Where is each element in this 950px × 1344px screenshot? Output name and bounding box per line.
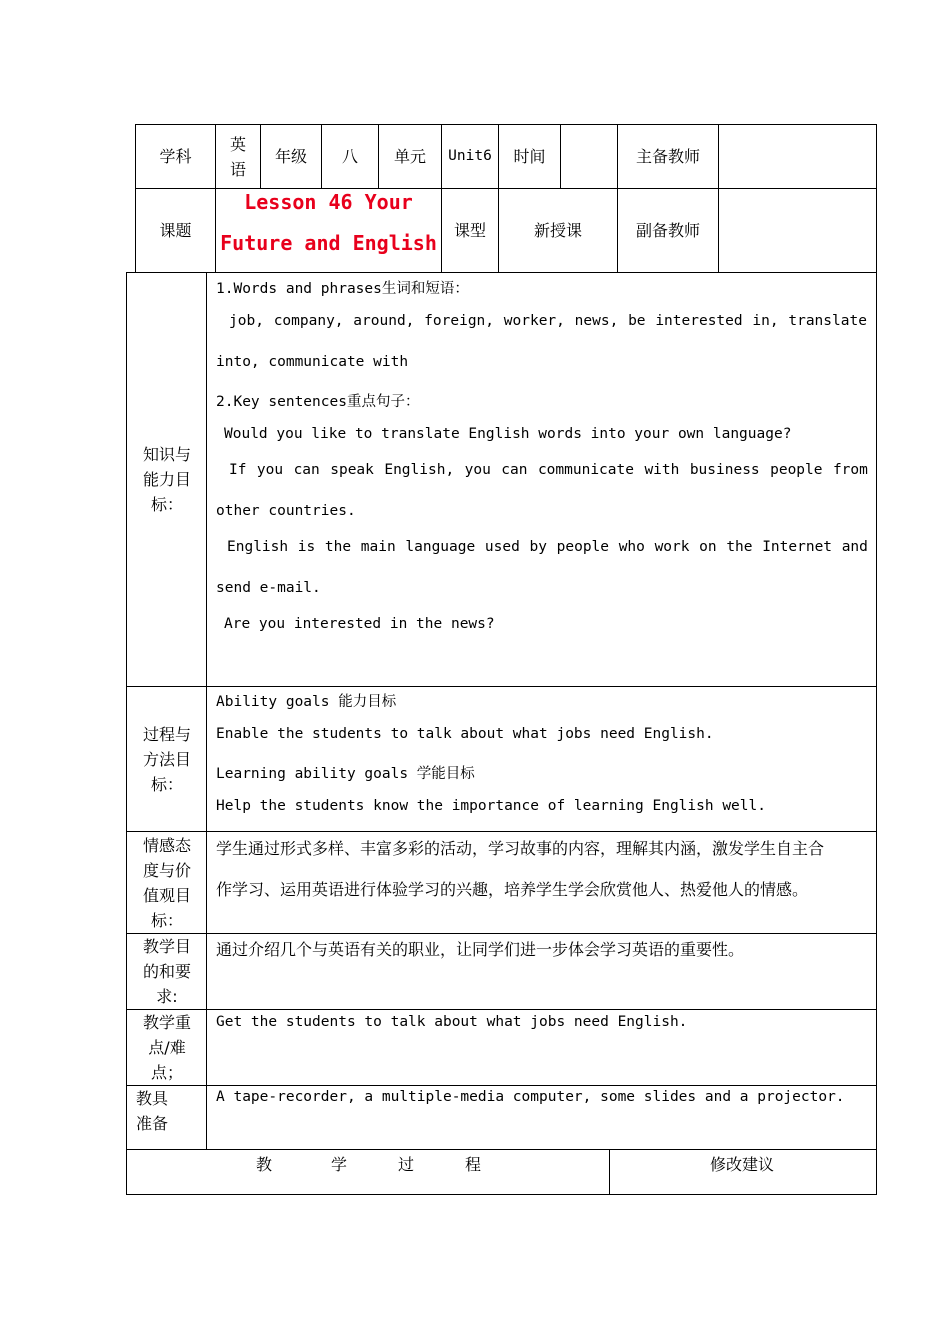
process-line-3: Learning ability goals 学能目标 (216, 766, 475, 782)
time-label: 时间 (513, 147, 546, 166)
subject-value: 英语 (229, 134, 246, 179)
knowledge-line-3: into, communicate with (216, 354, 409, 370)
purpose-line-1: 通过介绍几个与英语有关的职业，让同学们进一步体会学习英语的重要性。 (216, 940, 745, 959)
tools-line-1: A tape-recorder, a multiple-media computer, some slides and a projector. (216, 1089, 845, 1105)
focus-line-1: Get the students to talk about what jobs need English. (216, 1014, 688, 1030)
grade-label: 年级 (274, 147, 307, 166)
type-value: 新授课 (533, 221, 582, 240)
time-value (561, 125, 617, 188)
process-line-1: Ability goals 能力目标 (216, 694, 397, 710)
subject-label: 学科 (159, 147, 192, 166)
knowledge-line-4: 2.Key sentences重点句子： (216, 394, 420, 410)
knowledge-line-8: English is the main language used by people who work on the Internet and (227, 539, 868, 555)
topic-label: 课题 (159, 221, 192, 240)
process-line-4: Help the students know the importance of learning English well. (216, 798, 766, 814)
assist-teacher-value (719, 189, 876, 272)
tools-label: 教具准备 (136, 1089, 169, 1133)
knowledge-line-10: Are you interested in the news? (224, 616, 495, 632)
process-label: 过程与方法目标： (142, 724, 191, 794)
unit-label: 单元 (393, 147, 426, 166)
assist-teacher-label: 副备教师 (635, 221, 700, 240)
lead-teacher-value (719, 125, 876, 188)
grade-value: 八 (341, 147, 358, 166)
process-header-char-1: 教 (256, 1155, 273, 1174)
topic-title (216, 182, 441, 272)
topic-title-line1: Lesson 46 Your (244, 190, 413, 214)
process-header-char-4: 程 (465, 1155, 482, 1174)
process-header-char-3: 过 (398, 1155, 415, 1174)
unit-value: Unit6 (448, 148, 492, 164)
knowledge-line-2: job, company, around, foreign, worker, news, be interested in, translate (229, 313, 867, 329)
knowledge-line-6: If you can speak English, you can communicate with business people from (229, 462, 868, 478)
knowledge-line-5: Would you like to translate English words into your own language? (224, 426, 792, 442)
lead-teacher-label: 主备教师 (635, 147, 700, 166)
topic-title-line2: Future and English (220, 231, 437, 255)
knowledge-line-1: 1.Words and phrases生词和短语： (216, 281, 469, 297)
emotion-label: 情感态度与价值观目标： (142, 836, 191, 930)
process-header-char-2: 学 (331, 1155, 348, 1174)
suggestions-header: 修改建议 (710, 1155, 775, 1174)
knowledge-label: 知识与能力目标： (142, 445, 191, 514)
emotion-line-2: 作学习、运用英语进行体验学习的兴趣，培养学生学会欣赏他人、热爱他人的情感。 (216, 880, 809, 899)
knowledge-line-9: send e-mail. (216, 580, 321, 596)
focus-label: 教学重点/难点； (142, 1013, 191, 1082)
type-label: 课型 (453, 221, 486, 240)
process-line-2: Enable the students to talk about what jobs need English. (216, 726, 714, 742)
knowledge-line-7: other countries. (216, 503, 356, 519)
purpose-label: 教学目的和要求: (142, 937, 191, 1006)
emotion-line-1: 学生通过形式多样、丰富多彩的活动，学习故事的内容，理解其内涵，激发学生自主合 (216, 839, 825, 858)
